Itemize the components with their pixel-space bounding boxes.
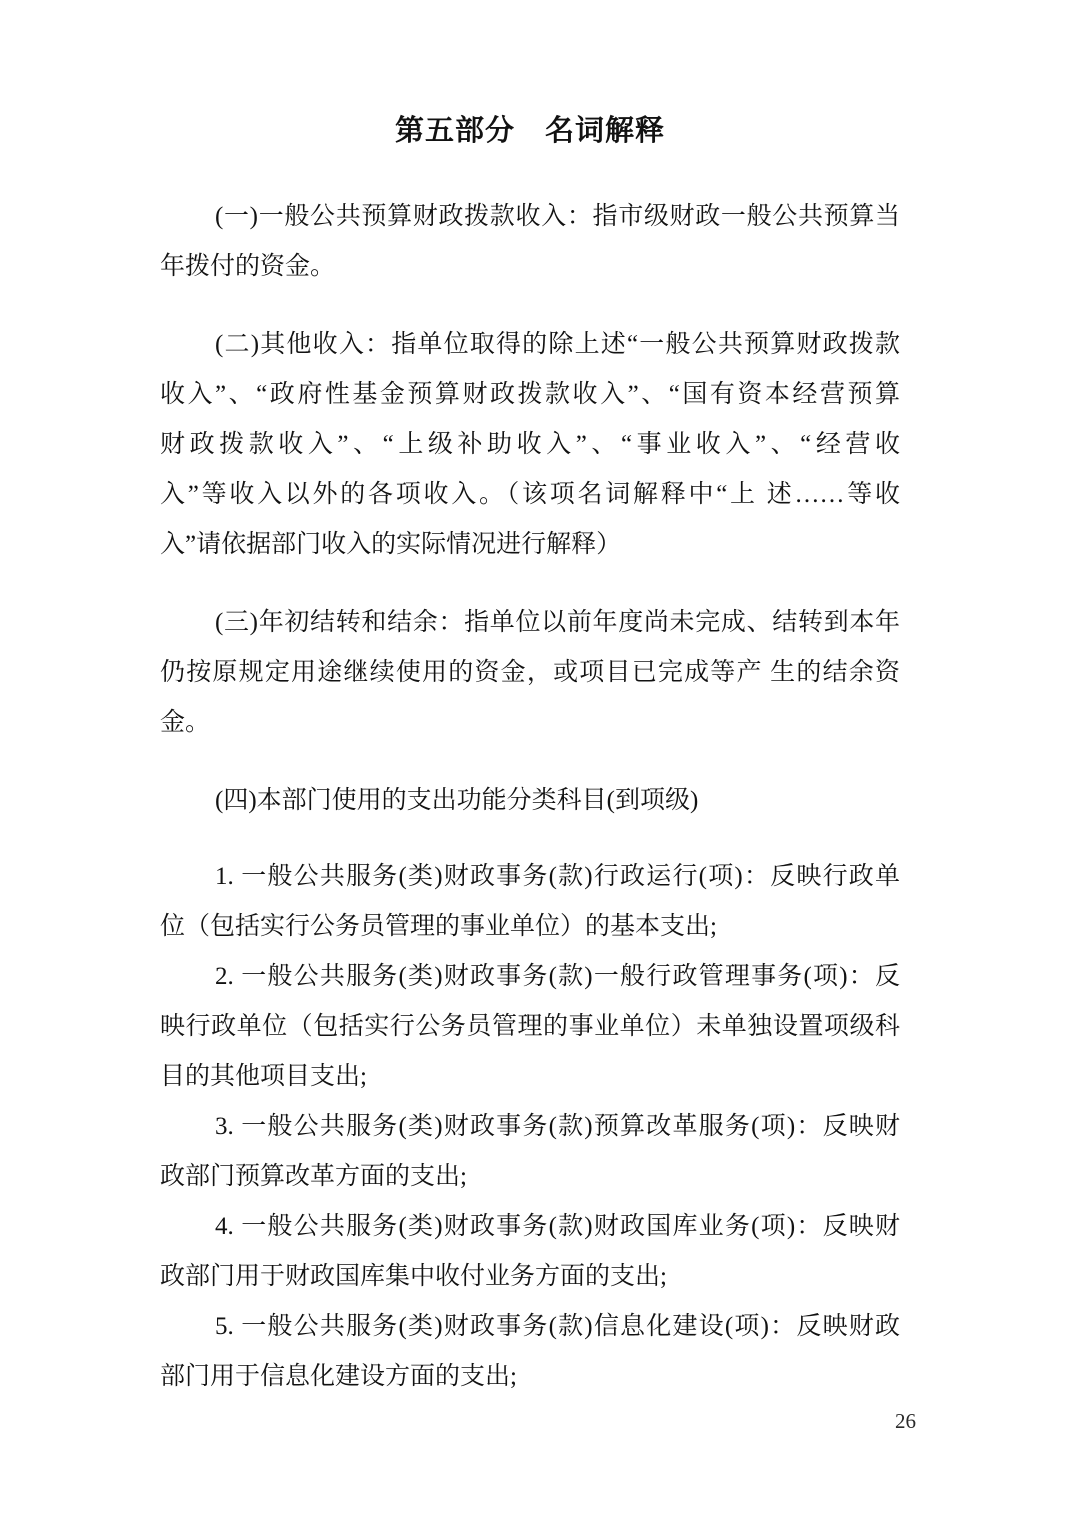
text-line: 仍按原规定用途继续使用的资金，或项目已完成等产 生的结余资 xyxy=(160,659,900,686)
list-item xyxy=(160,1302,900,1402)
text-line: 3. 一般公共服务(类)财政事务(款)预算改革服务(项)：反映财 xyxy=(215,1113,900,1140)
page-number: 26 xyxy=(895,1409,916,1433)
list-item xyxy=(160,952,900,1102)
paragraph xyxy=(160,320,900,570)
text-line: 政部门用于财政国库集中收付业务方面的支出; xyxy=(160,1263,667,1290)
text-line: 部门用于信息化建设方面的支出; xyxy=(160,1363,517,1390)
text-line: 收入”、“政府性基金预算财政拨款收入”、“国有资本经营预算 xyxy=(160,381,900,408)
list-item xyxy=(160,1202,900,1302)
text-line: 政部门预算改革方面的支出; xyxy=(160,1163,467,1190)
text-line: 年拨付的资金。 xyxy=(160,253,336,280)
list-item xyxy=(160,1102,900,1202)
paragraph xyxy=(160,776,900,826)
text-line: (一)一般公共预算财政拨款收入：指市级财政一般公共预算当 xyxy=(215,203,900,230)
paragraph xyxy=(160,192,900,292)
text-line: (二)其他收入：指单位取得的除上述“一般公共预算财政拨款 xyxy=(215,331,900,358)
text-line: 2. 一般公共服务(类)财政事务(款)一般行政管理事务(项)：反 xyxy=(215,963,900,990)
text-line: 位（包括实行公务员管理的事业单位）的基本支出; xyxy=(160,913,717,940)
text-line: 入”请依据部门收入的实际情况进行解释） xyxy=(160,531,622,558)
text-line: 财政拨款收入”、“上级补助收入”、“事业收入”、“经营收 xyxy=(160,431,900,458)
document-body xyxy=(160,192,900,1402)
paragraph xyxy=(160,598,900,748)
text-line: (四)本部门使用的支出功能分类科目(到项级) xyxy=(215,787,699,814)
list-item xyxy=(160,852,900,952)
text-line: 目的其他项目支出; xyxy=(160,1063,367,1090)
text-line: 入”等收入以外的各项收入。（该项名词解释中“上 述……等收 xyxy=(160,481,900,508)
text-line: 1. 一般公共服务(类)财政事务(款)行政运行(项)：反映行政单 xyxy=(215,863,900,890)
text-line: 金。 xyxy=(160,709,211,736)
text-line: 5. 一般公共服务(类)财政事务(款)信息化建设(项)：反映财政 xyxy=(215,1313,900,1340)
page-title: 第五部分 名词解释 xyxy=(394,115,665,147)
text-line: 4. 一般公共服务(类)财政事务(款)财政国库业务(项)：反映财 xyxy=(215,1213,900,1240)
text-line: 映行政单位（包括实行公务员管理的事业单位）未单独设置项级科 xyxy=(160,1013,900,1040)
text-line: (三)年初结转和结余：指单位以前年度尚未完成、结转到本年 xyxy=(215,609,900,636)
